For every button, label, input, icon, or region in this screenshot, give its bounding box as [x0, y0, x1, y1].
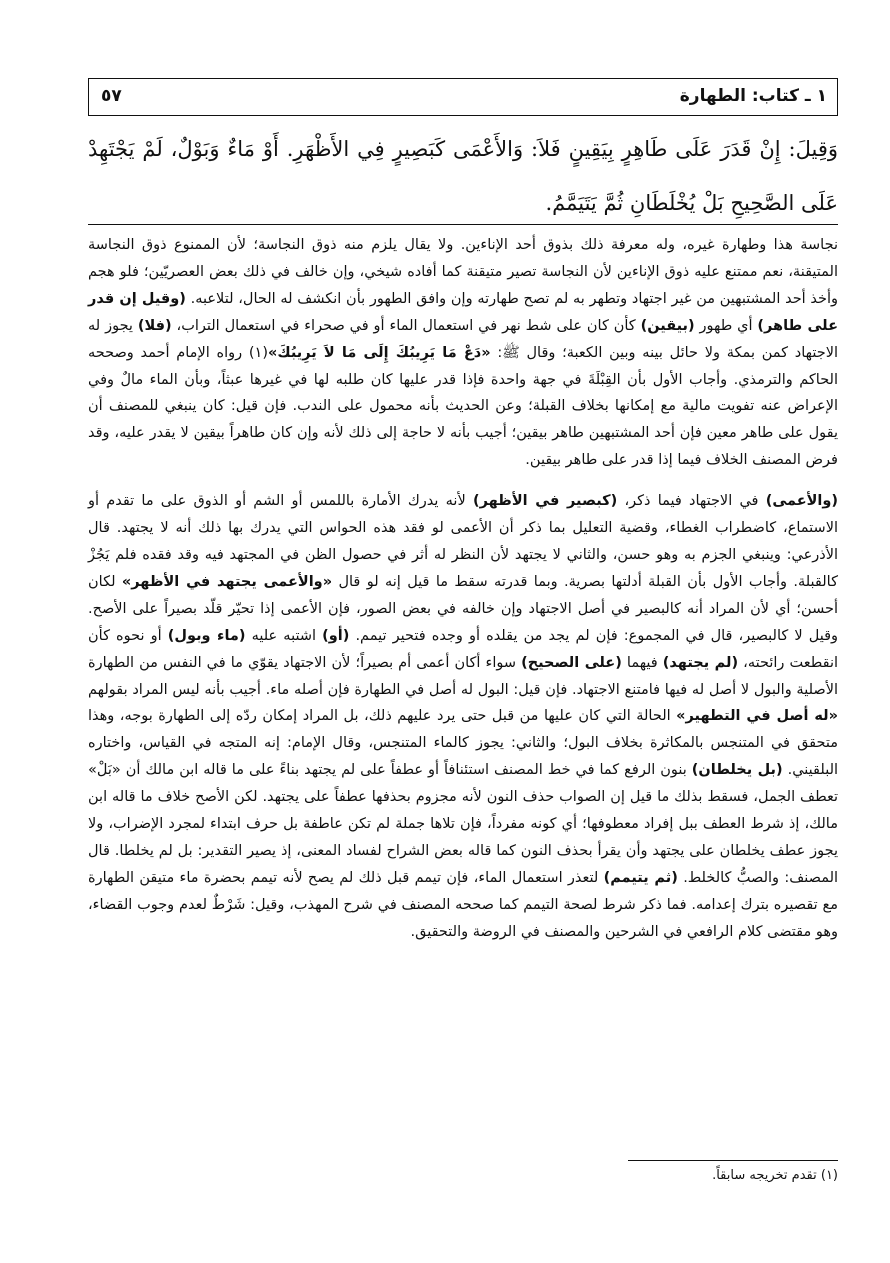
- text-span: (١) رواه الإمام أحمد وصححه الحاكم والترمذي. وأجاب الأول بأن القِبْلَةَ في جهة واحدة فإذا قدر عليها كان طلبه لها في غيرها عبثاً، وبأن الماء مالٌ وفي الإعراض عنه تفويت مالية مع إمكانها بخلاف القبلة؛ وعن الحديث بأنه محمول على الندب. فإن قيل: كان ينبغي للمصنف أن يقول على طاهر معين فإن أحد المشتبهين طاهر بيقين؛ أجيب بأنه لا حاجة إلى ذلك لأنه وإن كان طاهراً بيقين لا يقدر عليه، وقد فرض المصنف الخلاف فيما إذا قدر على طاهر بيقين.: [88, 344, 838, 469]
- text-span: يجوز له الاجتهاد كمن بمكة ولا حائل بينه وبين الكعبة؛ وقال ﷺ:: [88, 317, 838, 361]
- page-header: [88, 78, 838, 116]
- footnote: (١) تقدم تخريجه سابقاً.: [712, 1168, 838, 1183]
- keyword: (بيقين): [640, 317, 695, 334]
- text-span: لأنه يدرك الأمارة باللمس أو الشم أو الذوق على ما تقدم أو الاستماع، كاضطراب الغطاء، وقضية التعليل بما ذكر أن الأعمى لو فقد هذه الحواس التي يدرك بها ذلك أنه لا يجتهد. قال الأذرعي: وينبغي الجزم به وهو حسن، والثاني لا يجتهد لأن النظر له أثر في حصول الظن في المجتهد فيه وقد فقده فلم يَجُزْ كالقبلة. وأجاب الأول بأن القبلة أدلتها بصرية. وبما قدرته سقط ما قيل إنه لو قال: [88, 493, 838, 590]
- text-span: كأن كان على شط نهر في استعمال الماء أو في صحراء في استعمال التراب،: [176, 317, 636, 334]
- text-span: نجاسة هذا وطهارة غيره، وله معرفة ذلك بذوق أحد الإناءين. ولا يقال يلزم منه ذوق النجاسة؛ لأن الممنوع ذوق النجاسة المتيقنة، نعم ممتنع عليه ذوق الإناءين لأن النجاسة تصير متيقنة كما أفاده شيخي، وإن خالف في ذلك بعض العصريّين؛ فلو هجم وأخذ أحد المشتبهين من غير اجتهاد وتطهر به لم تصح طهارته وإن وافق الطهور بأن انكشف له الحال، لتلاعبه.: [88, 237, 839, 307]
- keyword: (بل يخلطان): [691, 762, 783, 779]
- text-span: اشتبه عليه: [251, 627, 317, 644]
- keyword: (ثم يتيمم): [603, 869, 678, 886]
- text-span: أو نحوه كأن انقطعت رائحته،: [88, 627, 839, 671]
- commentary-body: [88, 232, 838, 946]
- hadith-quote: «دَعْ مَا يَرِيبُكَ إِلَى مَا لاَ يَرِيبُكَ»: [268, 344, 491, 361]
- keyword: «له أصل في التطهير»: [676, 708, 838, 725]
- footnote-divider: [628, 1160, 838, 1161]
- text-span: لكان أحسن؛ أي لأن المراد أنه كالبصير في أصل الاجتهاد وإن خالفه في بعض الصور، فإن الأعمى إذا تحيّر قلّد بصيراً على الأصح. وقيل لا كالبصير، قال في المجموع: فإن لم يجد من يقلده أو وجده فتحير تيمم.: [88, 573, 839, 644]
- keyword: (أو): [322, 627, 350, 644]
- text-span: الحالة التي كان عليها من قبل حتى يرد عليهم ذلك، بل المراد إمكان ردّه إلى الطهارة بوجه، وهذا متحقق في المتنجس بالمكاثرة بخلاف البول؛ والثاني: يجوز كالماء المتنجس، وقال الإمام: إنه المتجه في القياس، واختاره البلقيني.: [88, 708, 839, 779]
- commentary-paragraph: [88, 488, 838, 945]
- text-span: أي طهور: [699, 317, 753, 334]
- chapter-title: ١ ـ كتاب: الطهارة: [679, 86, 827, 106]
- text-span: بنون الرفع كما في خط المصنف استئنافاً أو عطفاً على لم يجتهد بناءً على ما قاله ابن مالك أن «بَلْ» تعطف الجمل، فسقط بذلك ما قيل إن الصواب حذف النون لأنه مجزوم بحذفها عطفاً على يجتهد. لكن الأصح خلاف ما قاله ابن مالك، إذ شرط العطف ببل إفراد معطوفها؛ أي كونه مفرداً، فإن تلاها جملة لم تكن عاطفة بل حرف ابتداء لمجرد الإضراب، ولا يجوز عطف يخلطان على يجتهد وأن يقرأ بحذف النون كما قاله بعض الشراح لفساد المعنى، إذ يصير التقدير: بل لم يخلطا. قال المصنف: والصبُّ كالخلط.: [88, 762, 839, 886]
- keyword: (لم يجتهد): [662, 654, 739, 671]
- keyword: (كبصير في الأظهر): [472, 493, 618, 510]
- text-span: لتعذر استعمال الماء، فإن تيمم قبل ذلك لم يصح لأنه تيمم بحضرة ماء متيقن الطهارة مع تقصيره بترك إعدامه. فما ذكر شرط لصحة التيمم كما صححه المصنف في شرح المهذب، وقيل: شَرْطٌ لعدم وجوب القضاء، وهو مقتضى كلام الرافعي في الشرحين والمصنف في الروضة والتحقيق.: [88, 869, 838, 940]
- keyword: (ماء وبول): [167, 627, 246, 644]
- keyword: (وقيل إن قدر على طاهر): [88, 290, 839, 334]
- keyword: (فلا): [137, 317, 172, 334]
- text-span: فيهما: [626, 654, 658, 671]
- keyword: «والأعمى يجتهد في الأظهر»: [121, 573, 333, 590]
- page-number: ٥٧: [101, 86, 122, 106]
- text-span: سواء أكان أعمى أم بصيراً؛ لأن الاجتهاد يقوّي ما في النفس من الطهارة الأصلية والبول لا أصل له فيها فامتنع الاجتهاد. فإن قيل: البول له أصل في الطهارة فإن أصله ماء. أجيب بأنه ليس المراد بقولهم: [88, 654, 838, 698]
- text-span: في الاجتهاد فيما ذكر،: [624, 493, 759, 510]
- commentary-paragraph: [88, 232, 838, 474]
- keyword: (على الصحيح): [521, 654, 622, 671]
- keyword: (والأعمى): [765, 493, 839, 510]
- matn-divider: [88, 224, 838, 225]
- matn-text: وَقِيلَ: إِنْ قَدَرَ عَلَى طَاهِرٍ بِيَقِينٍ فَلاَ: وَالأَعْمَى كَبَصِيرٍ فِي الأَظْهَرِ. أَوْ مَاءٌ وَبَوْلٌ، لَمْ يَجْتَهِدْ عَلَى الصَّحِيحِ بَلْ يُخْلَطَانِ ثُمَّ يَتَيَمَّمُ.: [88, 137, 838, 215]
